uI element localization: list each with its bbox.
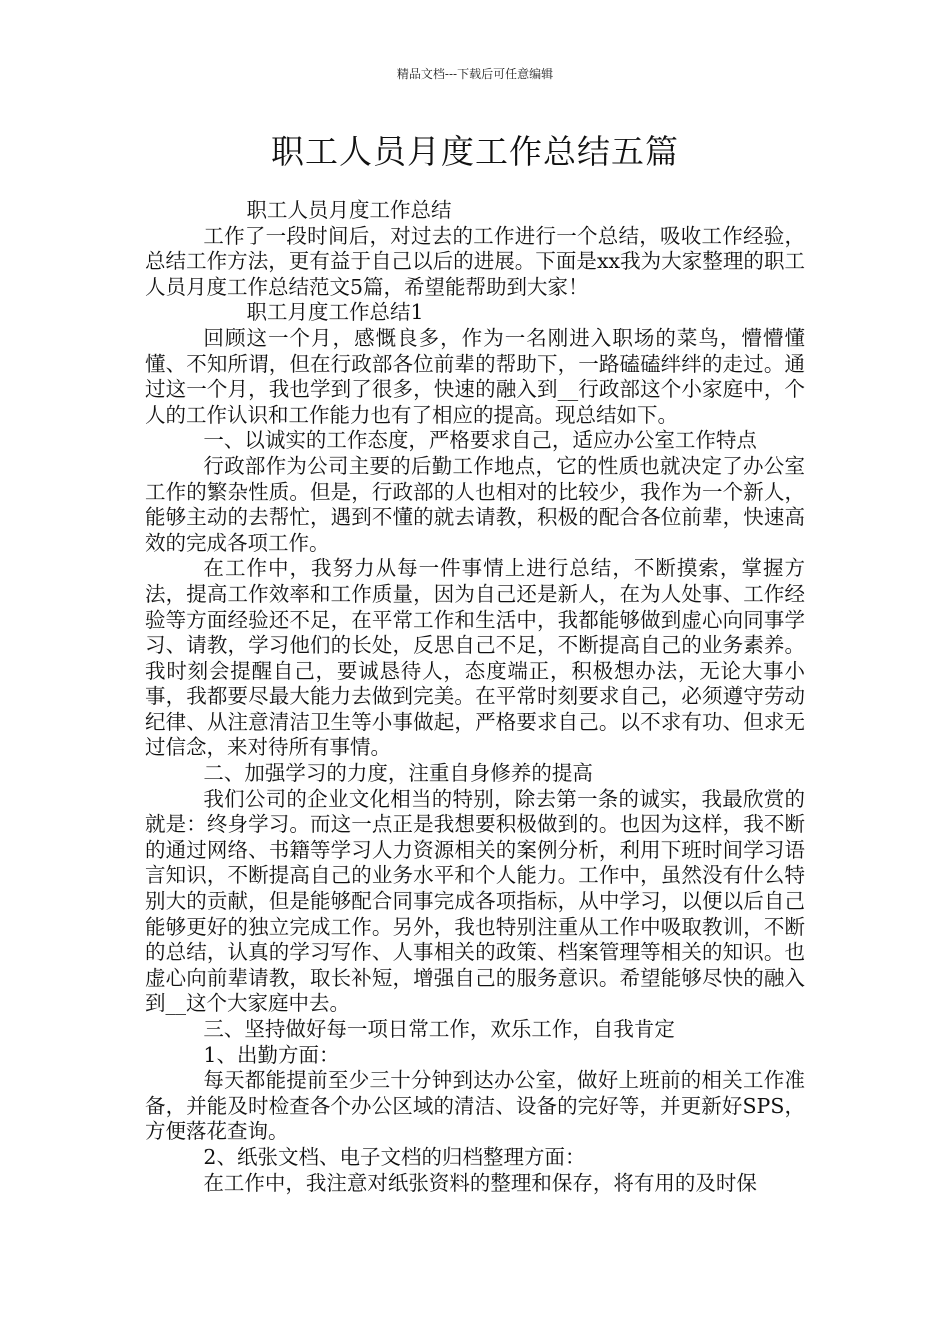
sub-point-heading: 1、出勤方面：: [203, 1042, 340, 1067]
point-heading: 一、以诚实的工作态度，严格要求自己，适应办公室工作特点: [203, 428, 757, 453]
document-title: 职工人员月度工作总结五篇: [271, 132, 679, 171]
point-heading: 二、加强学习的力度，注重自身修养的提高: [203, 761, 593, 786]
document-body: [145, 198, 805, 1196]
header-note: 精品文档---下载后可任意编辑: [396, 67, 554, 81]
sub-point-heading: 2、纸张文档、电子文档的归档整理方面：: [203, 1144, 586, 1169]
body-paragraph: 在工作中，我注意对纸张资料的整理和保存，将有用的及时保: [203, 1170, 757, 1195]
body-paragraph: 回顾这一个月，感慨良多，作为一名刚进入职场的菜鸟，懵懵懂懂、不知所谓，但在行政部各位前辈的帮助下，一路磕磕绊绊的走过。通过这一个月，我也学到了很多，快速的融入到__行政部这个小家庭中，个人的工作认识和工作能力也有了相应的提高。现总结如下。: [145, 325, 805, 427]
section-subheading: 职工人员月度工作总结: [246, 198, 452, 222]
body-paragraph: 每天都能提前至少三十分钟到达办公室，做好上班前的相关工作准备，并能及时检查各个办公区域的清洁、设备的完好等，并更新好SPS，方便落花查询。: [145, 1068, 805, 1144]
body-paragraph: 工作了一段时间后，对过去的工作进行一个总结，吸收工作经验，总结工作方法，更有益于自己以后的进展。下面是xx我为大家整理的职工人员月度工作总结范文5篇，希望能帮助到大家！: [145, 223, 805, 299]
body-paragraph: 我们公司的企业文化相当的特别，除去第一条的诚实，我最欣赏的就是：终身学习。而这一点正是我想要积极做到的。也因为这样，我不断的通过网络、书籍等学习人力资源相关的案例分析，利用下班时间学习语言知识，不断提高自己的业务水平和个人能力。工作中，虽然没有什么特别大的贡献，但是能够配合同事完成各项指标，从中学习，以便以后自己能够更好的独立完成工作。另外，我也特别注重从工作中吸取教训，不断的总结，认真的学习写作、人事相关的政策、档案管理等相关的知识。也虚心向前辈请教，取长补短，增强自己的服务意识。希望能够尽快的融入到__这个大家庭中去。: [145, 786, 805, 1016]
body-paragraph: 行政部作为公司主要的后勤工作地点，它的性质也就决定了办公室工作的繁杂性质。但是，行政部的人也相对的比较少，我作为一个新人，能够主动的去帮忙，遇到不懂的就去请教，积极的配合各位前辈，快速高效的完成各项工作。: [145, 453, 805, 555]
section-subheading: 职工月度工作总结1: [246, 300, 424, 325]
point-heading: 三、坚持做好每一项日常工作，欢乐工作，自我肯定: [203, 1017, 675, 1041]
body-paragraph: 在工作中，我努力从每一件事情上进行总结，不断摸索，掌握方法，提高工作效率和工作质量，因为自己还是新人，在为人处事、工作经验等方面经验还不足，在平常工作和生活中，我都能够做到虚心向同事学习、请教，学习他们的长处，反思自己不足，不断提高自己的业务素养。我时刻会提醒自己，要诚恳待人，态度端正，积极想办法，无论大事小事，我都要尽最大能力去做到完美。在平常时刻要求自己，必须遵守劳动纪律、从注意清洁卫生等小事做起，严格要求自己。以不求有功、但求无过信念，来对待所有事情。: [145, 556, 805, 760]
